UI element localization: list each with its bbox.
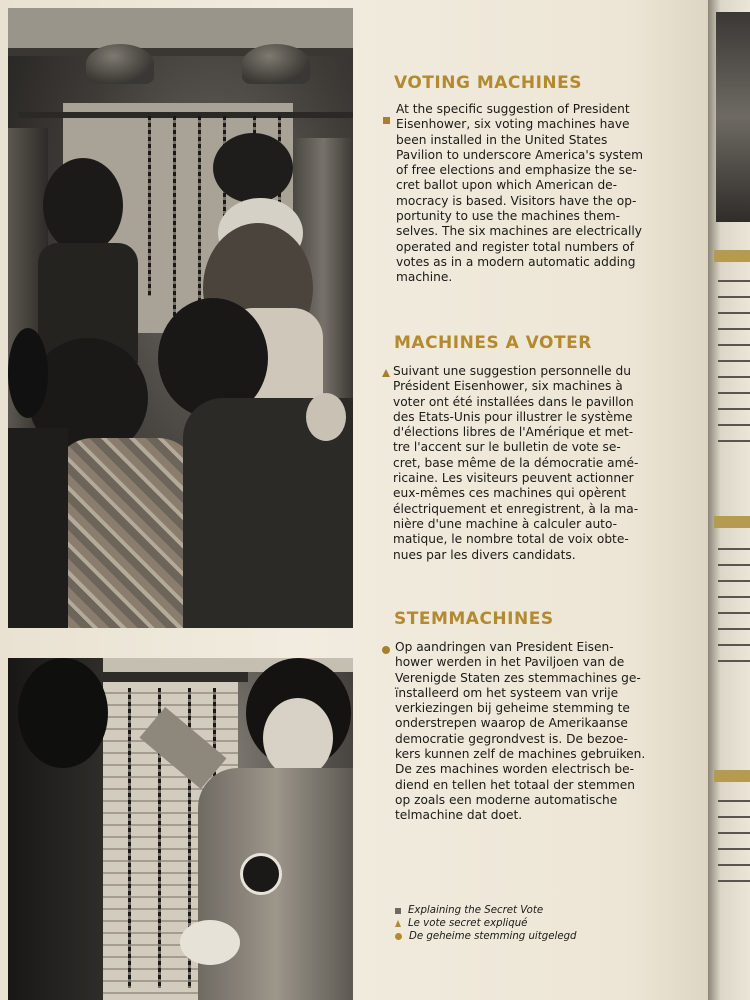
photo-hostess-explaining bbox=[8, 658, 353, 1000]
next-page-text bbox=[718, 596, 750, 598]
text-line: selves. The six machines are electrically bbox=[396, 224, 642, 239]
next-page-text bbox=[718, 440, 750, 442]
caption-text: Le vote secret expliqué bbox=[408, 918, 528, 929]
text-line: hower werden in het Paviljoen van de bbox=[395, 655, 625, 670]
next-page-text bbox=[718, 660, 750, 662]
next-page-text bbox=[718, 580, 750, 582]
text-line: Pavilion to underscore America's system bbox=[396, 147, 644, 162]
text-line: nues par les divers candidats. bbox=[393, 547, 576, 562]
next-page-text bbox=[718, 360, 750, 362]
next-page-text bbox=[718, 848, 750, 850]
text-line: De zes machines worden electrisch be- bbox=[395, 762, 635, 777]
text-line: d'élections libres de l'Amérique et met- bbox=[393, 425, 634, 440]
text-line: Op aandringen van President Eisen- bbox=[395, 640, 614, 654]
text-line: mocracy is based. Visitors have the op- bbox=[396, 193, 637, 208]
photo-captions bbox=[395, 904, 577, 943]
paragraph-dutch bbox=[395, 640, 645, 824]
text-line: votes as in a modern automatic adding bbox=[396, 254, 636, 269]
next-page-text bbox=[718, 312, 750, 314]
caption-english bbox=[395, 904, 577, 917]
text-line: verkiezingen bij geheime stemming te bbox=[395, 701, 630, 716]
next-page-text bbox=[718, 344, 750, 346]
next-page-edge bbox=[708, 0, 750, 1000]
text-line: nière d'une machine à calculer auto- bbox=[393, 516, 618, 531]
text-line: ïnstalleerd om het systeem van vrije bbox=[395, 685, 619, 700]
text-line: Verenigde Staten zes stemmachines ge- bbox=[395, 670, 641, 685]
photo-voting-machine-crowd bbox=[8, 8, 353, 628]
next-page-text bbox=[718, 816, 750, 818]
text-line: cret ballot upon which American de- bbox=[396, 178, 618, 193]
next-page-text bbox=[718, 880, 750, 882]
next-page-text bbox=[718, 832, 750, 834]
heading-stemmachines: STEMMACHINES bbox=[394, 609, 554, 629]
text-line: operated and register total numbers of bbox=[396, 239, 635, 254]
square-bullet-icon bbox=[395, 908, 401, 914]
next-page-text bbox=[718, 296, 750, 298]
text-line: tre l'accent sur le bulletin de vote se- bbox=[393, 440, 621, 455]
next-page-text bbox=[718, 548, 750, 550]
paragraph-english bbox=[396, 102, 643, 286]
circle-bullet-icon bbox=[395, 933, 402, 940]
text-line: onderstrepen waarop de Amerikaanse bbox=[395, 716, 628, 731]
text-line: Eisenhower, six voting machines have bbox=[396, 117, 630, 132]
paragraph-french bbox=[393, 364, 638, 563]
text-line: diend en tellen het totaal der stemmen bbox=[395, 777, 635, 792]
text-line: Président Eisenhower, six machines à bbox=[393, 379, 623, 394]
triangle-bullet-icon bbox=[382, 369, 390, 377]
text-line: democratie gegrondvest is. De bezoe- bbox=[395, 731, 628, 746]
next-page-text bbox=[718, 392, 750, 394]
next-page-text bbox=[718, 628, 750, 630]
next-page-text bbox=[718, 376, 750, 378]
text-line: of free elections and emphasize the se- bbox=[396, 163, 637, 178]
next-page-heading bbox=[714, 516, 750, 528]
next-page-text bbox=[718, 564, 750, 566]
next-page-text bbox=[718, 800, 750, 802]
text-line: ricaine. Les visiteurs peuvent actionner bbox=[393, 471, 634, 486]
text-line: voter ont été installées dans le pavillon bbox=[393, 394, 634, 409]
text-line: électriquement et enregistrent, à la ma- bbox=[393, 501, 639, 516]
text-line: At the specific suggestion of President bbox=[396, 102, 630, 116]
next-page-text bbox=[718, 612, 750, 614]
text-line: portunity to use the machines them- bbox=[396, 209, 620, 224]
caption-dutch bbox=[395, 930, 577, 943]
text-line: been installed in the United States bbox=[396, 132, 608, 147]
text-line: matique, le nombre total de voix obte- bbox=[393, 532, 629, 547]
next-page-text bbox=[718, 644, 750, 646]
caption-text: Explaining the Secret Vote bbox=[408, 905, 544, 916]
text-line: op zoals een moderne automatische bbox=[395, 792, 618, 807]
caption-text: De geheime stemming uitgelegd bbox=[409, 931, 577, 942]
next-page-heading bbox=[714, 770, 750, 782]
text-line: telmachine dat doet. bbox=[395, 808, 523, 823]
text-line: eux-mêmes ces machines qui opèrent bbox=[393, 486, 626, 501]
triangle-bullet-icon bbox=[395, 920, 401, 927]
next-page-text bbox=[718, 280, 750, 282]
next-page-photo bbox=[716, 12, 750, 222]
next-page-text bbox=[718, 328, 750, 330]
heading-machines-a-voter: MACHINES A VOTER bbox=[394, 333, 592, 353]
text-line: cret, base même de la démocratie amé- bbox=[393, 455, 639, 470]
heading-voting-machines: VOTING MACHINES bbox=[394, 73, 583, 93]
next-page-text bbox=[718, 424, 750, 426]
square-bullet-icon bbox=[383, 117, 390, 124]
next-page-text bbox=[718, 408, 750, 410]
text-line: des Etats-Unis pour illustrer le système bbox=[393, 409, 633, 424]
text-line: machine. bbox=[396, 270, 453, 285]
next-page-text bbox=[718, 864, 750, 866]
next-page-heading bbox=[714, 250, 750, 262]
caption-french bbox=[395, 917, 577, 930]
text-line: Suivant une suggestion personnelle du bbox=[393, 364, 631, 378]
text-line: kers kunnen zelf de machines gebruiken. bbox=[395, 747, 646, 762]
circle-bullet-icon bbox=[382, 646, 390, 654]
